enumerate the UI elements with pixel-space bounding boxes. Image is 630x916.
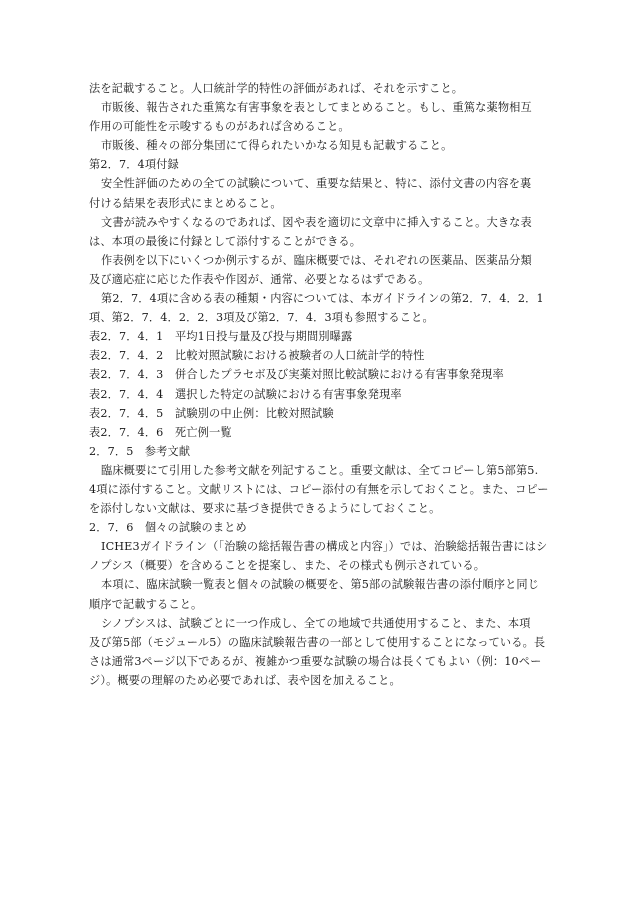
table-title: 比較対照試験における被験者の人口統計学的特性 [175, 349, 425, 363]
body-line: 本項に、臨床試験一覧表と個々の試験の概要を、第5部の試験報告書の添付順序と同じ [101, 578, 540, 592]
body-line: 安全性評価のための全ての試験について、重要な結果と、特に、添付文書の内容を裏 [101, 177, 532, 191]
body-line: 市販後、報告された重篤な有害事象を表としてまとめること。もし、重篤な薬物相互 [101, 101, 532, 115]
table-title: 選択した特定の試験における有害事象発現率 [175, 387, 402, 401]
body-line: 作用の可能性を示唆するものがあれば含めること。 [89, 120, 350, 134]
body-line: シノプシスは、試験ごとに一つ作成し、全ての地域で共通使用すること、また、本項 [101, 616, 531, 630]
table-number: 表2．7．4．1 [89, 330, 164, 344]
table-list-item [89, 385, 547, 404]
body-line: 法を記載すること。人口統計学的特性の評価があれば、それを示すこと。 [89, 82, 464, 95]
table-list-item [89, 423, 547, 442]
body-line: ジ）。概要の理解のため必要であれば、表や図を加えること。 [89, 673, 401, 687]
table-list [89, 327, 547, 442]
table-list-item [89, 404, 547, 423]
body-line: 順序で記載すること。 [89, 597, 203, 611]
table-list-item [89, 327, 547, 346]
body-line: 付ける結果を表形式にまとめること。 [89, 196, 282, 210]
table-title: 死亡例一覧 [175, 425, 232, 439]
body-line: は、本項の最後に付録として添付することができる。 [89, 234, 362, 248]
body-line: 文書が読みやすくなるのであれば、図や表を適切に文章中に挿入すること。大きな表 [101, 215, 532, 229]
table-title: 試験別の中止例：比較対照試験 [175, 406, 334, 420]
body-line: 第2．7．4項に含める表の種類・内容については、本ガイドラインの第2．7．4．2．1 [101, 292, 544, 306]
table-number: 表2．7．4．3 [89, 368, 164, 382]
body-line: を添付しない文献は、要求に基づき提供できるようにしておくこと。 [89, 502, 441, 516]
body-line: ICHE3ガイドライン（「治験の総括報告書の構成と内容」）では、治験総括報告書にはシ [101, 540, 548, 554]
table-number: 表2．7．4．5 [89, 406, 164, 420]
body-line: ノプシス（概要）を含めることを提案し、また、その様式も例示されている。 [89, 559, 486, 573]
body-line: 臨床概要にて引用した参考文献を列記すること。重要文献は、全てコピーし第5部第5. [101, 463, 539, 477]
body-line: 項、第2．7．4．2．2．3項及び第2．7．4．3項も参照すること。 [89, 311, 434, 325]
table-number: 表2．7．4．2 [89, 349, 164, 363]
table-number: 表2．7．4．4 [89, 387, 164, 401]
table-number: 表2．7．4．6 [89, 425, 164, 439]
body-line: 4項に添付すること。文献リストには、コピー添付の有無を示しておくこと。また、コピー [89, 482, 549, 496]
document-body [89, 79, 547, 690]
table-title: 併合したプラセボ及び実薬対照比較試験における有害事象発現率 [175, 368, 504, 382]
table-list-item [89, 346, 547, 365]
body-line: さは通常3ページ以下であるが、複雑かつ重要な試験の場合は長くてもよい（例：10ペー [89, 654, 542, 668]
body-line: 作表例を以下にいくつか例示するが、臨床概要では、それぞれの医薬品、医薬品分類 [101, 253, 532, 267]
body-line: 市販後、種々の部分集団にて得られたいかなる知見も記載すること。 [101, 139, 453, 153]
body-line: 及び第5部（モジュール5）の臨床試験報告書の一部として使用することになっている。長 [89, 635, 546, 649]
section-heading-276: 2．7．6 個々の試験のまとめ [89, 521, 247, 535]
table-title: 平均1日投与量及び投与期間別曝露 [175, 330, 353, 344]
section-heading-274-appendix: 第2．7．4項付録 [89, 158, 179, 172]
table-list-item [89, 365, 547, 384]
section-heading-275: 2．7．5 参考文献 [89, 444, 191, 458]
body-line: 及び適応症に応じた作表や作図が、通常、必要となるはずである。 [89, 272, 430, 286]
